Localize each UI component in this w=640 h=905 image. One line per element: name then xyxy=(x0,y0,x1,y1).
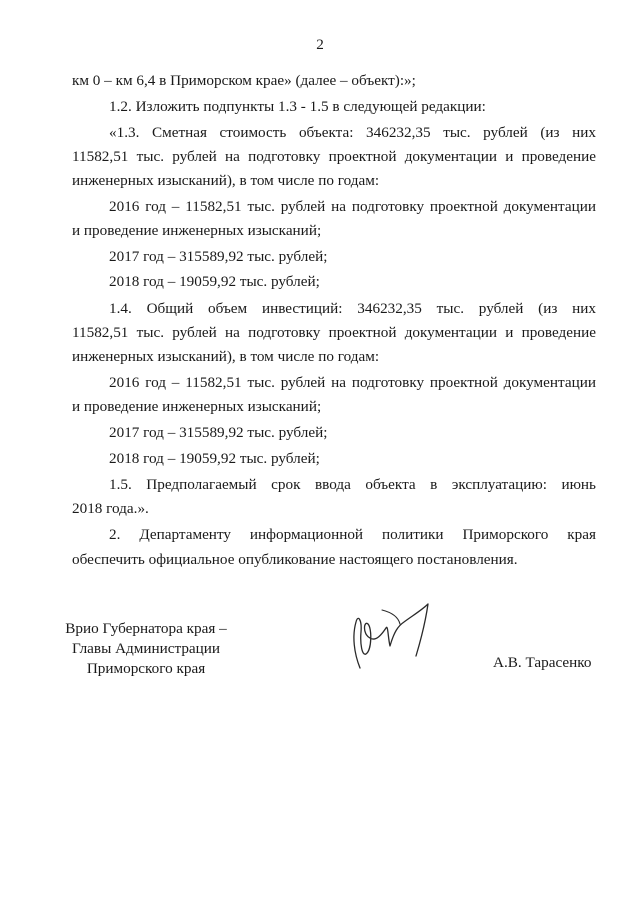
text-line: инженерных изысканий), в том числе по годам: xyxy=(72,172,380,189)
handwritten-signature xyxy=(342,598,442,673)
text-line: и проведение инженерных изысканий; xyxy=(72,222,322,239)
text-line: 2016 год – 11582,51 тыс. рублей на подготовку проектной документации xyxy=(109,374,596,391)
signatory-title-line: Приморского края xyxy=(86,660,206,677)
text-line: км 0 – км 6,4 в Приморском крае» (далее – объект):»; xyxy=(72,72,416,89)
text-line: 2017 год – 315589,92 тыс. рублей; xyxy=(109,248,328,265)
text-line: 2017 год – 315589,92 тыс. рублей; xyxy=(109,424,328,441)
page-number: 2 xyxy=(316,36,324,53)
text-line: и проведение инженерных изысканий; xyxy=(72,398,322,415)
text-line: 11582,51 тыс. рублей на подготовку проектной документации и проведение xyxy=(72,148,596,165)
text-line: 2. Департаменту информационной политики Приморского края xyxy=(109,526,596,543)
signatory-name: А.В. Тарасенко xyxy=(493,654,592,671)
text-line: обеспечить официальное опубликование настоящего постановления. xyxy=(72,551,518,568)
text-line: 2016 год – 11582,51 тыс. рублей на подготовку проектной документации xyxy=(109,198,596,215)
signatory-title xyxy=(58,619,234,679)
text-line: 1.2. Изложить подпункты 1.3 - 1.5 в следующей редакции: xyxy=(109,98,486,115)
signatory-title-line: Главы Администрации xyxy=(71,640,221,657)
text-line: 2018 год – 19059,92 тыс. рублей; xyxy=(109,273,320,290)
signatory-title-line: Врио Губернатора края – xyxy=(65,620,227,637)
text-line: инженерных изысканий), в том числе по годам: xyxy=(72,348,380,365)
text-line: «1.3. Сметная стоимость объекта: 346232,35 тыс. рублей (из них xyxy=(109,124,596,141)
text-line: 2018 год – 19059,92 тыс. рублей; xyxy=(109,450,320,467)
text-line: 1.4. Общий объем инвестиций: 346232,35 тыс. рублей (из них xyxy=(109,300,596,317)
text-line: 1.5. Предполагаемый срок ввода объекта в эксплуатацию: июнь xyxy=(109,476,596,493)
text-line: 11582,51 тыс. рублей на подготовку проектной документации и проведение xyxy=(72,324,596,341)
text-line: 2018 года.». xyxy=(72,500,149,517)
